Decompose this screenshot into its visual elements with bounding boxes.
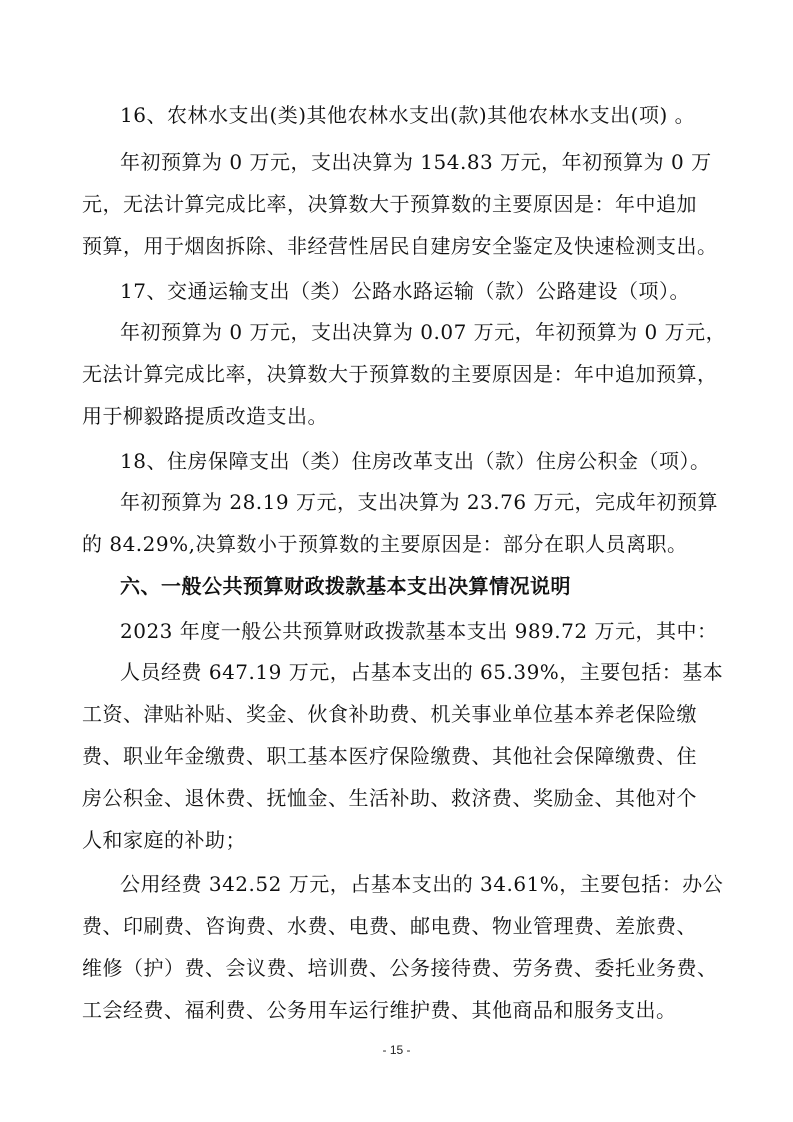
item-18-body-line-2: 的 84.29%,决算数小于预算数的主要原因是：部分在职人员离职。 [82, 532, 688, 556]
item-16-body-line-2: 元，无法计算完成比率，决算数大于预算数的主要原因是：年中追加 [82, 192, 697, 216]
public-costs-line-1: 公用经费 342.52 万元，占基本支出的 34.61%，主要包括：办公 [120, 872, 724, 896]
item-18-body-line-1: 年初预算为 28.19 万元，支出决算为 23.76 万元，完成年初预算 [120, 490, 718, 514]
personnel-costs-line-1: 人员经费 647.19 万元，占基本支出的 65.39%，主要包括：基本 [120, 660, 724, 684]
section-six-heading: 六、一般公共预算财政拨款基本支出决算情况说明 [120, 574, 571, 598]
personnel-costs-line-4: 房公积金、退休费、抚恤金、生活补助、救济费、奖励金、其他对个 [82, 786, 697, 810]
item-17-body-line-1: 年初预算为 0 万元，支出决算为 0.07 万元，年初预算为 0 万元， [120, 320, 727, 344]
item-16-body-line-1: 年初预算为 0 万元，支出决算为 154.83 万元，年初预算为 0 万 [120, 150, 712, 174]
basic-expenditure-summary: 2023 年度一般公共预算财政拨款基本支出 989.72 万元，其中： [120, 619, 718, 643]
personnel-costs-line-3: 费、职业年金缴费、职工基本医疗保险缴费、其他社会保障缴费、住 [82, 744, 697, 768]
public-costs-line-4: 工会经费、福利费、公务用车运行维护费、其他商品和服务支出。 [82, 998, 677, 1022]
personnel-costs-line-2: 工资、津贴补贴、奖金、伙食补助费、机关事业单位基本养老保险缴 [82, 702, 697, 726]
public-costs-line-2: 费、印刷费、咨询费、水费、电费、邮电费、物业管理费、差旅费、 [82, 914, 697, 938]
item-17-body-line-3: 用于柳毅路提质改造支出。 [82, 404, 328, 428]
item-18-title: 18、住房保障支出（类）住房改革支出（款）住房公积金（项）。 [120, 449, 711, 473]
item-16-title: 16、农林水支出(类)其他农林水支出(款)其他农林水支出(项) 。 [120, 103, 696, 127]
item-17-body-line-2: 无法计算完成比率，决算数大于预算数的主要原因是：年中追加预算， [82, 362, 718, 386]
public-costs-line-3: 维修（护）费、会议费、培训费、公务接待费、劳务费、委托业务费、 [82, 956, 718, 980]
item-17-title: 17、交通运输支出（类）公路水路运输（款）公路建设（项）。 [120, 279, 690, 303]
personnel-costs-line-5: 人和家庭的补助； [82, 828, 246, 852]
page-number: - 15 - [382, 1043, 411, 1057]
item-16-body-line-3: 预算，用于烟囱拆除、非经营性居民自建房安全鉴定及快速检测支出。 [82, 234, 718, 258]
